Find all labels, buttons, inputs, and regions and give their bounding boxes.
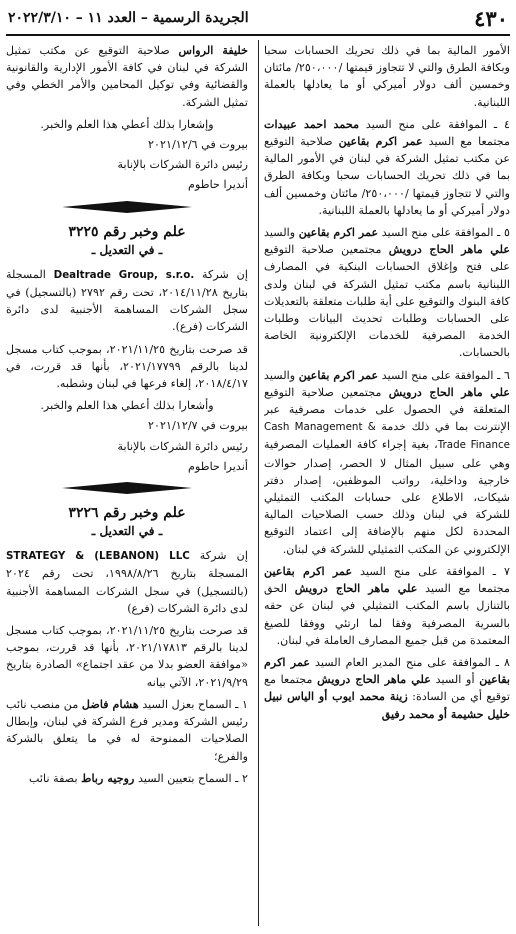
- paragraph-declaration: قد صرحت بتاريخ ٢٠٢١/١١/٢٥، بموجب كتاب مسجل لدينا بالرقم ٢٠٢١/١٧٧٩٩، بأنها قد قررت، في ٢٠١٨/٤/١٧، إلغاء فرعها في لبنان وشطبه.: [6, 342, 248, 391]
- section-title: علم وخبر رقم ٣٢٢٥: [68, 223, 186, 240]
- paragraph-company: إن شركة Dealtrade Group, s.r.o. المسجلة بتاريخ ٢٠١٤/١١/٢٨، تحت رقم ٢٧٩٢ (بالتسجيل) في سجل الشركات المساهمة الأجنبية لدى دائرة الشركات (فرع).: [6, 267, 248, 334]
- paragraph-continued: الأمور المالية بما في ذلك تحريك الحسابات سحبا وبكافة الطرق والتي لا تتجاوز قيمتها /٢٥٠،٠٠٠/ مائتان وخمسين ألف دولار أميركي أو ما يعادلها بالعملة اللبنانية.: [264, 44, 510, 109]
- closing-statement: وأشعارا بذلك أعطي هذا العلم والخبر.: [40, 399, 214, 413]
- paragraph-declaration: قد صرحت بتاريخ ٢٠٢١/١١/٢٥، بموجب كتاب مسجل لدينا بالرقم ٢٠٢١/١٧٨١٣، بأنها قد قررت، بموجب «موافقة العضو بدلا من عقد اجتماع» الصادرة بتاريخ ٢٠٢١/٩/٢٩، الآتي بيانه: [6, 624, 248, 689]
- divider-ornament: [6, 481, 248, 497]
- paragraph-company: إن شركة STRATEGY & (LEBANON) LLC المسجلة بتاريخ ١٩٩٨/٨/٢٦، تحت رقم ٢٠٢٤ (بالتسجيل) في سجل الشركات المساهمة الأجنبية لدى دائرة الشركات (فرع): [6, 549, 248, 615]
- paragraph-item-5: ٥ ـ الموافقة على منح السيد عمر اكرم بقاعين والسيد علي ماهر الحاج درويش مجتمعين صلاحية التوقيع على فتح وإغلاق الحسابات البنكية في المصارف اللبنانية باسم مكتب تمثيل الشركة في لبنان ولدى كافة البنوك والتوقيع على أية طلبات متعلقة بالتعديلات على الحسابات وطلبات تحديث البيانات وطلبات الخدمة المصرفية للخدمات الإلكترونية الخاصة بالحسابات.: [264, 225, 510, 360]
- section-subtitle: ـ في التعديل ـ: [91, 242, 163, 257]
- paragraph-item-2: ٢ ـ السماح بتعيين السيد روجيه رباط بصفة نائب: [28, 770, 248, 785]
- closing-statement: وإشعارا بذلك أعطي هذا العلم والخبر.: [40, 117, 214, 131]
- issue-date: بيروت في ٢٠٢١/١٢/٧: [148, 419, 248, 433]
- paragraph-item-7: ٧ ـ الموافقة على منح السيد عمر اكرم بقاعين مجتمعا مع السيد علي ماهر الحاج درويش الحق بالتنازل باسم المكتب التمثيلي في لبنان عن حقه بالسرية المصرفية وفقا لما ارتئي ووفقا للصيغ المعتمدة من قبل جميع المصارف العاملة في لبنان.: [264, 563, 510, 647]
- issue-date: بيروت في ٢٠٢١/١٢/٦: [148, 138, 248, 152]
- signatory-name: أنديرا حاطوم: [188, 178, 248, 192]
- header-rule: [6, 34, 510, 36]
- gazette-title: الجريدة الرسمية – العدد ١١ – ٢٠٢٢/٣/١٠: [8, 10, 249, 26]
- section-subtitle: ـ في التعديل ـ: [91, 524, 163, 539]
- section-title: علم وخبر رقم ٣٢٢٦: [68, 505, 186, 522]
- divider-ornament: [6, 200, 248, 216]
- paragraph-item-8: ٨ ـ الموافقة على منح المدير العام السيد عمر اكرم بقاعين أو السيد علي ماهر الحاج درويش مجتمعا مع توقيع أي من السادة: زينة محمد ايوب أو الياس نبيل خليل حشيمة أو محمد رفيق: [264, 654, 510, 721]
- signatory-name: أنديرا حاطوم: [188, 459, 248, 473]
- paragraph-item-6: ٦ ـ الموافقة على منح السيد عمر اكرم بقاعين والسيد علي ماهر الحاج درويش مجتمعين صلاحية التوقيع المتعلقة في الحصول على خدمات مصرفية عبر الإنترنت بما في ذلك خدمة Cash Management & Trade Finance، بغية إجراء كافة العمليات المصرفية وهي على سبيل المثال لا الحصر، إصدار حوالات خارجية وداخلية، رواتب الموظفين، إصدار دفتر شيكات، الاطلاع على حسابات المكتب التمثيلي للشركة في لبنان وذلك حسب الصلاحيات المالية المحددة لكل منهم بالإضافة إلى اعتماد التوقيع الإلكتروني عن المكتب التمثيلي للشركة في لبنان.: [264, 367, 510, 556]
- page-header: [6, 4, 510, 34]
- left-column: [6, 42, 248, 926]
- page-number: ٤٣٠: [474, 6, 508, 31]
- paragraph-intro: خليفة الرواس صلاحية التوقيع عن مكتب تمثيل الشركة في لبنان في كافة الأمور الإدارية والقانونية والقضائية وفي توكيل المحامين والأمر الخطي وفي تمثيل الشركة.: [6, 43, 248, 109]
- column-divider: [258, 40, 259, 926]
- signatory-title: رئيس دائرة الشركات بالإنابة: [117, 439, 248, 453]
- paragraph-item-4: ٤ ـ الموافقة على منح السيد محمد احمد عبيدات مجتمعا مع السيد عمر اكرم بقاعين صلاحية التوقيع عن مكتب تمثيل الشركة في لبنان في الأمور المالية بما في ذلك تحريك الحسابات سحبا وبكافة الطرق والتي لا تتجاوز قيمتها /٢٥٠،٠٠٠/ مائتان وخمسين ألف دولار أميركي أو ما يعادلها بالعملة اللبنانية.: [264, 116, 510, 217]
- right-column: [264, 42, 510, 926]
- paragraph-item-1: ١ ـ السماح بعزل السيد هشام فاضل من منصب نائب رئيس الشركة ومدير فرع الشركة في لبنان، وإبطال الصلاحيات الممنوحة له في ما يتعلق بالشركة والفرع؛: [6, 696, 248, 763]
- signatory-title: رئيس دائرة الشركات بالإنابة: [117, 158, 248, 172]
